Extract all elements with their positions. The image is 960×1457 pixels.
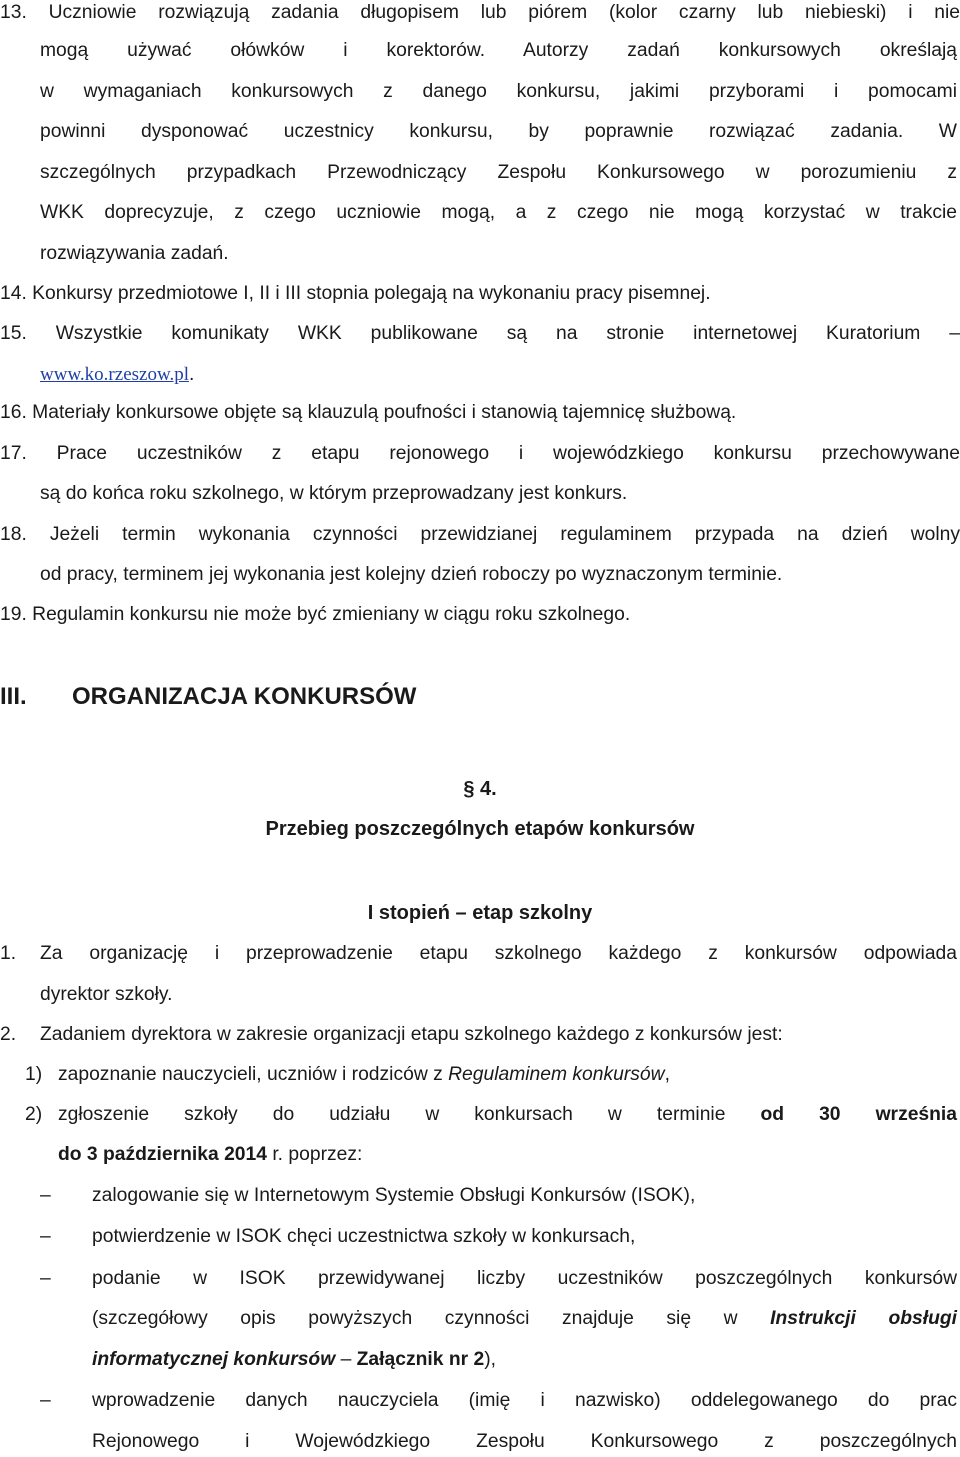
item-2 [0,1022,960,1048]
p15-line-2 [40,362,957,388]
p13-line-7: rozwiązywania zadań. [40,243,229,264]
bullet-3-line-2 [92,1306,957,1332]
section-number: III. [0,683,27,710]
bullet-1 [0,1183,960,1209]
p15-line-1: 15. Wszystkie komunikaty WKK publikowane są na stronie internetowej Kuratorium – [0,323,960,344]
bullet-3 [0,1266,960,1292]
dash-icon: – [40,1226,51,1247]
item-2-number: 2. [0,1024,17,1045]
bullet-3-dash: – [335,1349,357,1370]
bullet-3-line-3 [92,1347,957,1373]
p13-line-6: WKK doprecyzuje, z czego uczniowie mogą, a z czego nie mogą korzystać w trakcie [40,202,957,223]
instruction-reference-cont: informatycznej konkursów [92,1349,336,1370]
p13-line-3: w wymaganiach konkursowych z danego konkursu, jakimi przyborami i pomocami [40,81,957,102]
sub-item-1-number: 1) [25,1064,43,1085]
sub-item-2-line-2 [58,1142,957,1168]
sub-item-1-post: , [664,1064,670,1085]
p17-line-1: 17. Prace uczestników z etapu rejonowego i wojewódzkiego konkursu przechowywane [0,443,960,464]
p13-line-1: 13. Uczniowie rozwiązują zadania długopisem lub piórem (kolor czarny lub niebieski) i nie [0,2,960,23]
date-to: do 3 października 2014 [58,1144,267,1165]
dash-icon: – [40,1390,51,1411]
item-1-line-1: Za organizację i przeprowadzenie etapu szkolnego każdego z konkursów odpowiada [40,943,957,964]
regulamin-reference: Regulaminem konkursów [448,1064,665,1085]
sub-item-1-pre: zapoznanie nauczycieli, uczniów i rodziców z [58,1064,449,1085]
bullet-3-line-1: podanie w ISOK przewidywanej liczby uczestników poszczególnych konkursów [92,1268,957,1289]
p18-line-2: od pracy, terminem jej wykonania jest kolejny dzień roboczy po wyznaczonym terminie. [40,564,783,585]
paragraph-number: § 4. [463,778,497,800]
dash-icon: – [40,1185,51,1206]
dash-icon: – [40,1268,51,1289]
p13-line-4: powinni dysponować uczestnicy konkursu, by poprawnie rozwiązać zadania. W [40,121,957,142]
bullet-2 [0,1224,960,1250]
p16-line: 16. Materiały konkursowe objęte są klauzulą poufności i stanowią tajemnicę służbową. [0,402,737,423]
bullet-4 [0,1388,960,1414]
date-month: września [875,1104,958,1125]
bullet-2-text: potwierdzenie w ISOK chęci uczestnictwa szkoły w konkursach, [92,1226,636,1247]
p13-line-2: mogą używać ołówków i korektorów. Autorzy zadań konkursowych określają [40,40,957,61]
sub-item-1-text [58,1062,957,1088]
stage-heading: I stopień – etap szkolny [367,902,593,924]
attachment-reference: Załącznik nr 2 [356,1349,485,1370]
kuratorium-link[interactable]: www.ko.rzeszow.pl [40,364,189,385]
item-2-line-1: Zadaniem dyrektora w zakresie organizacji etapu szkolnego każdego z konkursów jest: [40,1024,783,1045]
bullet-3-pre: (szczegółowy opis powyższych czynności znajduje się w [92,1308,738,1329]
paragraph-title: Przebieg poszczególnych etapów konkursów [265,818,695,840]
p14-line: 14. Konkursy przedmiotowe I, II i III stopnia polegają na wykonaniu pracy pisemnej. [0,283,711,304]
p15-period: . [188,364,195,385]
section-title: ORGANIZACJA KONKURSÓW [72,683,417,710]
item-1-line-2: dyrektor szkoły. [40,984,173,1005]
sub-item-2-post: r. poprzez: [266,1144,363,1165]
sub-item-2-line-1 [58,1102,957,1128]
p18-line-1: 18. Jeżeli termin wykonania czynności przewidzianej regulaminem przypada na dzień wolny [0,524,960,545]
sub-item-2-number: 2) [25,1104,43,1125]
date-from: od [760,1104,785,1125]
item-1-number: 1. [0,943,17,964]
date-day: 30 [819,1104,841,1125]
bullet-4-line-2: Rejonowego i Wojewódzkiego Zespołu Konkursowego z poszczególnych [92,1431,957,1452]
p17-line-2: są do końca roku szkolnego, w którym przeprowadzany jest konkurs. [40,483,628,504]
sub-item-2-text: zgłoszenie szkoły do udziału w konkursach w terminie [58,1104,726,1125]
item-1 [0,941,960,967]
p19-line: 19. Regulamin konkursu nie może być zmieniany w ciągu roku szkolnego. [0,604,631,625]
bullet-1-text: zalogowanie się w Internetowym Systemie Obsługi Konkursów (ISOK), [92,1185,696,1206]
bullet-4-line-1: wprowadzenie danych nauczyciela (imię i nazwisko) oddelegowanego do prac [92,1390,957,1411]
p13-line-5: szczególnych przypadkach Przewodniczący Zespołu Konkursowego w porozumieniu z [40,162,957,183]
bullet-3-post: ), [484,1349,496,1370]
instruction-reference: Instrukcji obsługi [770,1308,957,1329]
